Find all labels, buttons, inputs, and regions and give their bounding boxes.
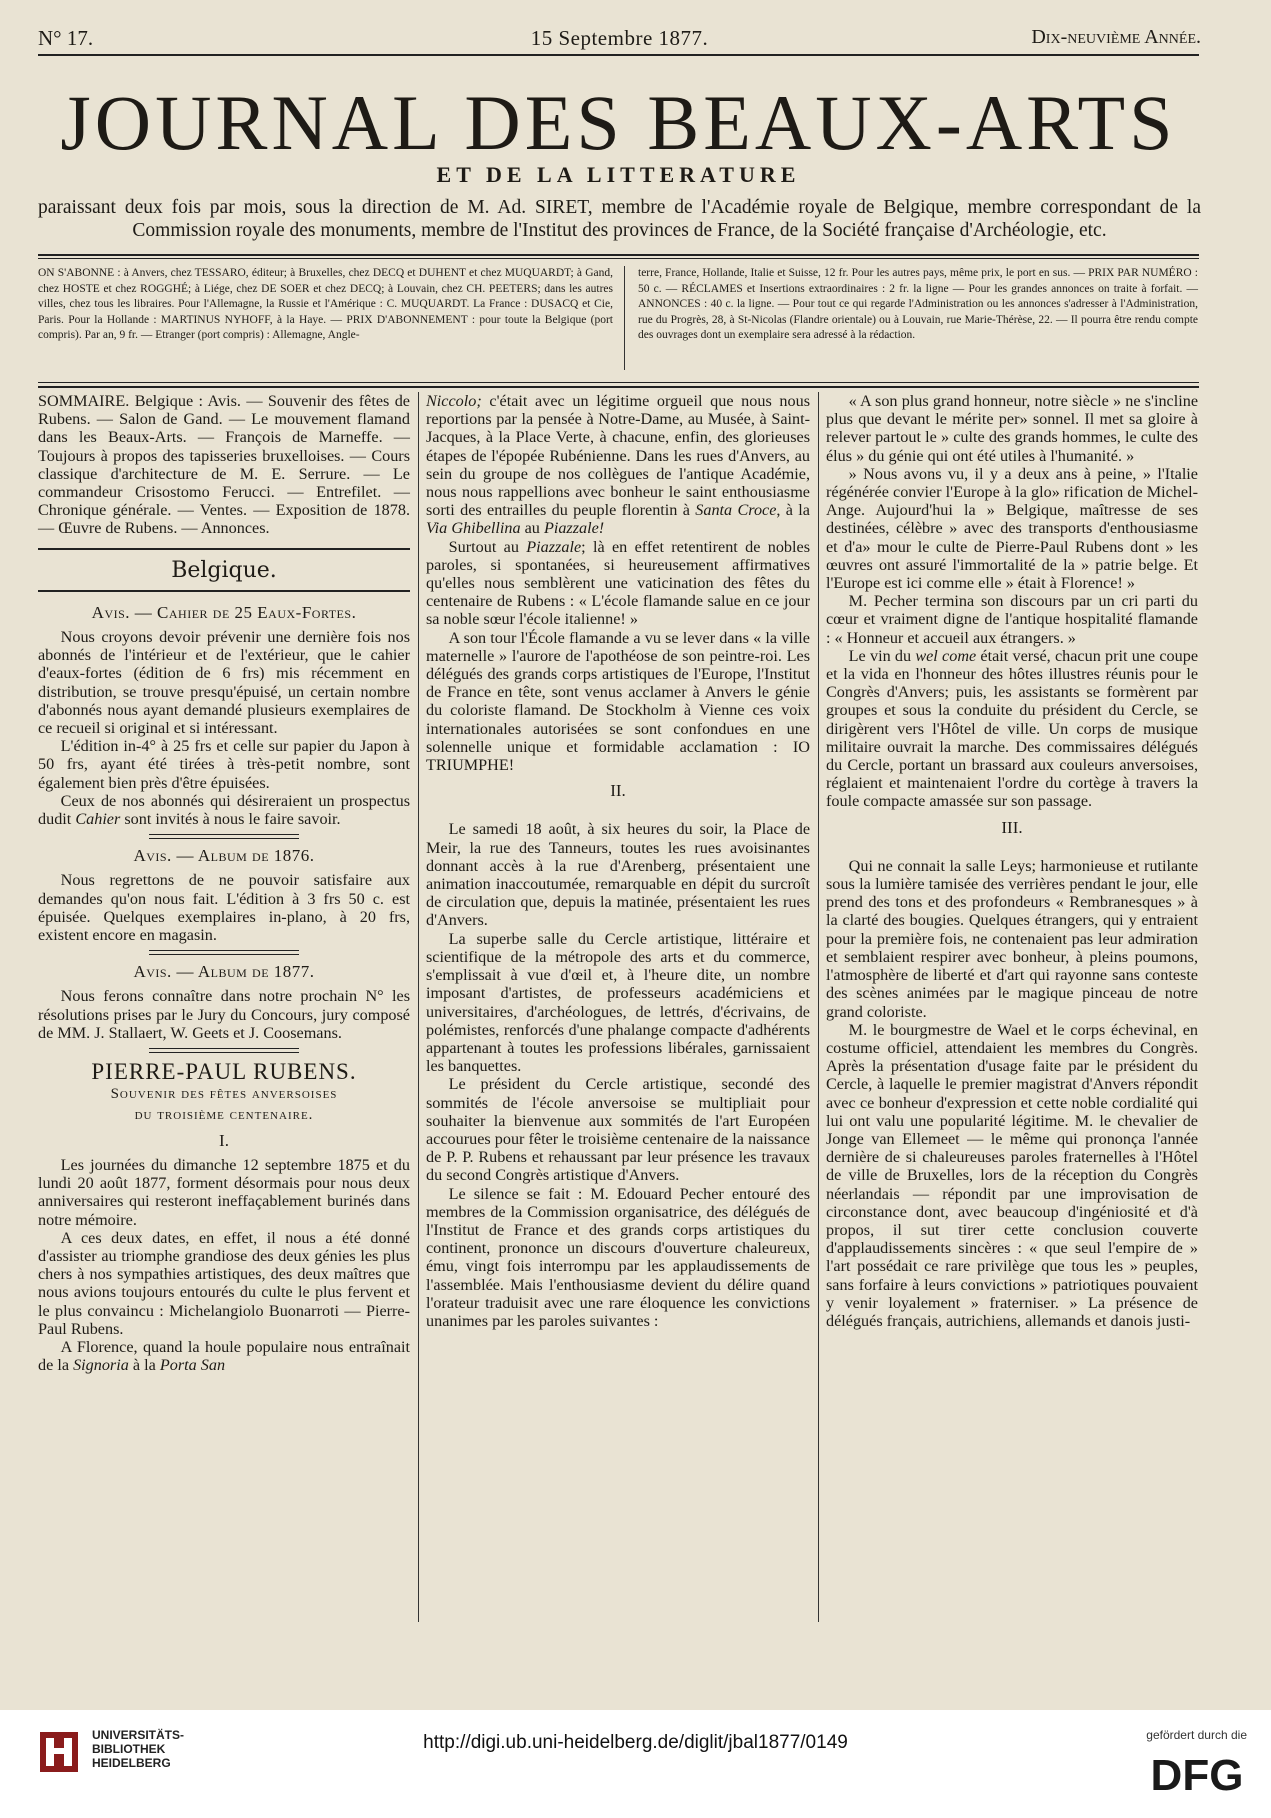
subscription-info-left: ON S'ABONNE : à Anvers, chez TESSARO, éditeur; à Bruxelles, chez DECQ et DUHENT et chez MUQUARDT; à Gand, chez HOSTE et chez ROGGHÉ; à Liége, chez DE SOER et chez DECQ; à Louvain, chez CH. PEETERS; dans les autres villes, chez tous les libraires. Pour l'Allemagne, la Russie et l'Amérique : C. MUQUARDT. La France : DUSACQ et Cie, Paris. Pour la Hollande : MARTINUS NYHOFF, à la Haye. — PRIX D'ABONNEMENT : pour toute la Belgique (port compris). Par an, 9 fr. — Etranger (port compris) : Allemagne, Angle- bbox=[38, 267, 613, 342]
section-rule bbox=[38, 548, 410, 550]
paragraph: Qui ne connait la salle Leys; harmonieuse et rutilante sous la lumière tamisée des verrières pendant le jour, elle prend des tons et des profondeurs « Rembranesques » à la clarté des bougies. Quelques étrangers, qui y entraient pour la première fois, ne contenaient pas leur admiration et semblaient respirer avec bonheur, à pleins poumons, l'atmosphère de liberté et d'art qui rayonne sans conteste des scènes animées par le magique pinceau de notre grand coloriste. bbox=[826, 856, 1198, 1021]
dfg-logo-icon bbox=[1147, 1748, 1247, 1796]
chapter-number: II. bbox=[610, 781, 626, 801]
paragraph: Le silence se fait : M. Edouard Pecher entouré des membres de la Commission organisatrice, des délégués de l'Institut de France et des grands corps artistiques du continent, prononce un discours d'ouverture chaleureux, ému, vingt fois interrompu par les applaudissements de l'assemblée. Mais l'enthousiasme devient du délire quand l'orateur traduisit avec une rare éloquence les convictions unanimes par les paroles suivantes : bbox=[426, 1184, 810, 1330]
masthead-subtitle: ET DE LA LITTERATURE bbox=[436, 162, 801, 187]
paragraph: L'édition in-4° à 25 frs et celle sur papier du Japon à 50 frs, ayant été tirées à très-petit nombre, sont également bien près d'être épuisées. bbox=[38, 737, 410, 792]
issue-header bbox=[38, 26, 1201, 52]
issue-year: Dix-neuvième Année. bbox=[1031, 26, 1201, 48]
article-subtitle: Souvenir des fêtes anversoises bbox=[110, 1086, 338, 1103]
paragraph: La superbe salle du Cercle artistique, littéraire et scientifique de la métropole des arts et du commerce, s'emplissait à vue d'œil et, à l'heure dite, un nombre imposant d'artistes, de professeurs académiciens et universitaires, d'archéologues, de lettrés, d'écrivains, de polémistes, renforcés d'une phalange compacte d'adhérents appartenant à toutes les professions libérales, garnissaient les banquettes. bbox=[426, 929, 810, 1076]
short-rule bbox=[149, 950, 299, 955]
header-rule bbox=[38, 54, 1199, 56]
column-1 bbox=[38, 392, 410, 1374]
paragraph: Le vin du wel come était versé, chacun prit une coupe et la vida en l'honneur des hôtes illustres réunis pour le Congrès d'Anvers; puis, les assistants se formèrent par groupes et sous la conduite du président du Cercle, se dirigèrent vers l'Hôtel de ville. Un corps de musique militaire ouvrait la marche. Des commissaires délégués du Cercle, portant un brassard aux couleurs anversoises, réglaient et maintenaient l'ordre du cortège à travers la foule compacte amassée sur son passage. bbox=[826, 646, 1198, 811]
article-title: PIERRE-PAUL RUBENS. bbox=[91, 1059, 357, 1085]
library-name: UNIVERSITÄTS- BIBLIOTHEK HEIDELBERG bbox=[92, 1728, 185, 1770]
paragraph: Surtout au Piazzale; là en effet retentirent de nobles paroles, si spontanées, si heureusement affirmatives qu'elles nous semblèrent une vaticination des fêtes du centenaire de Rubens : « L'école flamande salue en ce jour sa noble sœur l'école italienne! » bbox=[426, 537, 810, 629]
masthead-title: JOURNAL DES BEAUX-ARTS bbox=[60, 79, 1177, 166]
short-rule bbox=[149, 1048, 299, 1053]
issue-date: 15 Septembre 1877. bbox=[530, 26, 709, 50]
subscription-rule-thin bbox=[38, 382, 1199, 383]
short-rule bbox=[149, 834, 299, 839]
notice-heading: Avis. — Cahier de 25 Eaux-Fortes. bbox=[91, 602, 357, 622]
paragraph: A son tour l'École flamande a vu se lever dans « la ville maternelle » l'aurore de l'apothéose de son peintre-roi. Les délégués des grands corps artistiques de l'Europe, l'Institut de France en tête, sont venus acclamer à Anvers le génie du coloriste flamand. De Stockholm à Vienne ces voix internationales autorisées se sont confondues en une solennelle unique et formidable acclamation : IO TRIUMPHE! bbox=[426, 628, 810, 775]
source-url-link[interactable]: http://digi.ub.uni-heidelberg.de/diglit/jbal1877/0149 bbox=[423, 1732, 848, 1753]
column-divider bbox=[418, 392, 419, 1622]
section-rule bbox=[38, 590, 410, 592]
column-divider bbox=[818, 392, 819, 1622]
masthead-rule-thin bbox=[38, 258, 1199, 259]
issue-number: N° 17. bbox=[38, 26, 94, 50]
subscription-divider bbox=[624, 266, 625, 370]
paragraph: Nous regrettons de ne pouvoir satisfaire aux demandes qu'on nous fait. L'édition à 3 frs 50 c. est épuisée. Quelques exemplaires in-plano, à 20 frs, existent encore en magasin. bbox=[38, 871, 410, 945]
masthead-rule-thick bbox=[38, 254, 1199, 256]
paragraph: A Florence, quand la houle populaire nous entraînait de la Signoria à la Porta San bbox=[38, 1337, 410, 1375]
chapter-number: III. bbox=[1001, 817, 1023, 837]
digitization-footer bbox=[0, 1710, 1271, 1818]
masthead-lead: paraissant deux fois par mois, sous la direction de M. Ad. SIRET, membre de l'Académie royale de Belgique, membre correspondant de la Commission royale des monuments, membre de l'Institut des provinces de France, de la Société française d'Archéologie, etc. bbox=[38, 197, 1201, 241]
paragraph: Ceux de nos abonnés qui désireraient un prospectus dudit Cahier sont invités à nous le faire savoir. bbox=[38, 791, 410, 829]
paragraph: Le samedi 18 août, à six heures du soir, la Place de Meir, la rue des Tanneurs, toutes les rues avoisinantes donnant accès à la rue d'Arenberg, présentaient une animation inaccoutumée, remarquable en dépit du surcroît de circulation que, depuis la matinée, présentaient les rues d'Anvers. bbox=[426, 820, 810, 930]
section-heading: Belgique. bbox=[171, 557, 277, 583]
paragraph: « A son plus grand honneur, notre siècle » ne s'incline plus que devant le mérite per» sonnel. Il met sa gloire à relever partout le » culte des grands hommes, le culte des élus » du génie qui ont été utiles à l'humanité. » bbox=[826, 392, 1198, 465]
notice-heading: Avis. — Album de 1877. bbox=[133, 962, 315, 982]
sommaire: SOMMAIRE. Belgique : Avis. — Souvenir des fêtes de Rubens. — Salon de Gand. — Le mouvement flamand dans les Beaux-Arts. — François de Marneffe. — Toujours à propos des tapisseries bruxelloises. — Cours classique d'architecture de M. E. Serrure. — Le commandeur Crisostomo Ferucci. — Entrefilet. — Chronique générale. — Ventes. — Exposition de 1878. — Œuvre de Rubens. — Annonces. bbox=[38, 392, 410, 538]
notice-heading: Avis. — Album de 1876. bbox=[133, 846, 315, 866]
chapter-number: I. bbox=[219, 1130, 229, 1150]
svg-text:DFG: DFG bbox=[1150, 1751, 1244, 1796]
funding-note: gefördert durch die bbox=[1146, 1728, 1247, 1742]
paragraph: Le président du Cercle artistique, secondé des sommités de l'école anversoise se multipliait pour souhaiter la bienvenue aux sommités de l'art Européen accourues pour fêter le troisième centenaire de la naissance de P. P. Rubens et rehaussant par leur présence les travaux du second Congrès artistique d'Anvers. bbox=[426, 1075, 810, 1185]
subscription-rule-thick bbox=[38, 386, 1199, 388]
paragraph: Nous croyons devoir prévenir une dernière fois nos abonnés de l'intérieur et de l'extérieur, que le cahier d'eaux-fortes (édition de 6 frs) mis récemment en distribution, se trouve presqu'épuisé, un certain nombre d'abonnés nous ayant demandé plusieurs exemplaires de ce recueil si original et si intéressant. bbox=[38, 628, 410, 738]
column-2 bbox=[426, 392, 810, 1330]
paragraph: Nous ferons connaître dans notre prochain N° les résolutions prises par le Jury du Concours, jury composé de MM. J. Stallaert, W. Geets et J. Coosemans. bbox=[38, 987, 410, 1042]
column-3 bbox=[826, 392, 1198, 1330]
subscription-info-right: terre, France, Hollande, Italie et Suisse, 12 fr. Pour les autres pays, même prix, le port en sus. — PRIX PAR NUMÉRO : 50 c. — RÉCLAMES et Insertions extraordinaires : 2 fr. la ligne — Pour les grandes annonces on traite à forfait. — ANNONCES : 40 c. la ligne. — Pour tout ce qui regarde l'Administration ou les annonces s'adresser à l'Administration, rue du Progrès, 28, à St-Nicolas (Flandre orientale) ou à Louvain, rue Marie-Thérèse, 22. — Il pourra être rendu compte des ouvrages dont un exemplaire sera adressé à la rédaction. bbox=[638, 267, 1198, 342]
paragraph: M. le bourgmestre de Wael et le corps échevinal, en costume officiel, attendaient les membres du Congrès. Après la présentation d'usage faite par le président du Cercle, à laquelle le premier magistrat d'Anvers répondit avec ce bonheur d'expression et cette noble cordialité qui lui ont valu une popularité légitime. M. le chevalier de Jonge van Ellemeet — le même qui prononça l'année dernière de si chaleureuses paroles fraternelles à l'Hôtel de ville de Bruxelles, lors de la réception du Congrès néerlandais — répondit par une improvisation de circonstance dont, avec beaucoup d'ingéniosité et d'à propos, il sut tirer cette conclusion couverte d'applaudissements sincères : « que seul l'empire de » l'art possédait ce rare privilège que tous les » peuples, sans forfaire à leurs convictions » patriotiques pouvaient y venir loyalement » fraterniser. » La présence de délégués français, autrichiens, allemands et danois justi- bbox=[826, 1020, 1198, 1330]
paragraph: » Nous avons vu, il y a deux ans à peine, » l'Italie régénérée convier l'Europe à la glo» rification de Michel-Ange. Aujourd'hui la » Belgique, maîtresse de ses destinées, célèbre » avec des transports d'enthousiasme et d'a» mour le culte de Pierre-Paul Rubens dont » les œuvres ont assuré l'immortalité de la » patrie belge. Et l'Europe est ici comme elle » était à Florence! » bbox=[826, 464, 1198, 593]
paragraph: M. Pecher termina son discours par un cri parti du cœur et vraiment digne de l'antique hospitalité flamande : « Honneur et accueil aux étrangers. » bbox=[826, 592, 1198, 647]
paragraph: Niccolo; c'était avec un légitime orgueil que nous nous reportions par la pensée à Notre-Dame, au Musée, à Saint-Jacques, à la Place Verte, à chacune, enfin, des glorieuses étapes de l'épopée Rubénienne. Dans les rues d'Anvers, au sein du groupe de nos collègues de l'antique Académie, nous nous rappellions avec bonheur le saint enthousiasme sorti des entrailles du peuple florentin à Santa Croce, à la Via Ghibellina au Piazzale! bbox=[426, 392, 810, 538]
article-subtitle: du troisième centenaire. bbox=[134, 1106, 314, 1123]
paragraph: A ces deux dates, en effet, il nous a été donné d'assister au triomphe grandiose des deux génies les plus chers à nos sympathies artistiques, des deux maîtres que nous avions toujours entourés du culte le plus fervent et le plus convaincu : Michelangiolo Buonarroti — Pierre-Paul Rubens. bbox=[38, 1228, 410, 1338]
paragraph: Les journées du dimanche 12 septembre 1875 et du lundi 20 août 1877, forment désormais pour nous deux anniversaires qui resteront ineffaçablement burinés dans notre mémoire. bbox=[38, 1155, 410, 1229]
